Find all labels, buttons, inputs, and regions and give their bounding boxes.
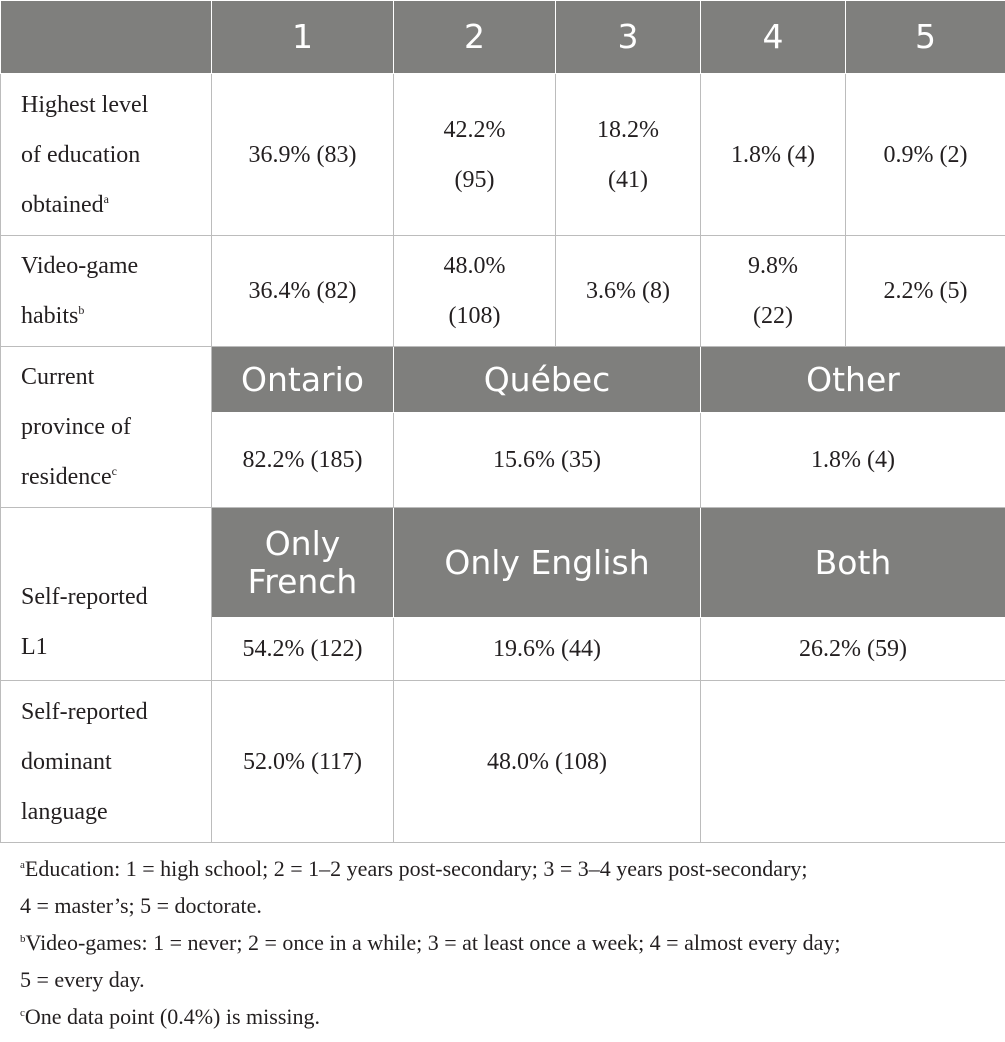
cell-videogame-2: 48.0% (108) xyxy=(394,236,556,347)
label-line: Self-reported xyxy=(21,584,148,610)
table-row-videogame xyxy=(1,236,1005,347)
province-header-ontario: Ontario xyxy=(212,347,394,413)
header-col-4: 4 xyxy=(701,1,846,74)
label-line: L1 xyxy=(21,634,48,660)
header-col-2: 2 xyxy=(394,1,556,74)
l1-header-only-english: Only English xyxy=(394,508,701,618)
row-label-l1 xyxy=(1,508,212,681)
row-label-education xyxy=(1,74,212,236)
label-line: obtained xyxy=(21,191,104,218)
cell-education-2: 42.2% (95) xyxy=(394,74,556,236)
header-blank-cell xyxy=(1,1,212,74)
label-line: province of xyxy=(21,414,131,440)
cell-province-quebec: 15.6% (35) xyxy=(394,413,701,508)
row-label-videogame xyxy=(1,236,212,347)
province-header-other: Other xyxy=(701,347,1005,413)
footnote-mark: b xyxy=(78,303,85,317)
header-col-5: 5 xyxy=(846,1,1005,74)
cell-education-1: 36.9% (83) xyxy=(212,74,394,236)
table-row-dominant xyxy=(1,681,1005,843)
footnote-mark: a xyxy=(103,191,109,206)
label-line: Video-game xyxy=(21,253,139,279)
footnotes xyxy=(20,850,995,1035)
header-col-3: 3 xyxy=(556,1,701,74)
row-label-dominant xyxy=(1,681,212,843)
label-line: language xyxy=(21,798,108,825)
label-line: Highest level xyxy=(21,91,149,118)
province-header-quebec: Québec xyxy=(394,347,701,413)
table-row-province-header xyxy=(1,347,1005,413)
cell-education-4: 1.8% (4) xyxy=(701,74,846,236)
cell-videogame-4: 9.8% (22) xyxy=(701,236,846,347)
l1-header-only-french: Only French xyxy=(212,508,394,618)
table-row-education xyxy=(1,74,1005,236)
cell-education-5: 0.9% (2) xyxy=(846,74,1005,236)
footnote-a: $^a$Education: 1 = high school; 2 = 1–2 years post-secondary; 3 = 3–4 years post-secondary; 4 = master’s; 5 = doctorate. xyxy=(20,856,808,918)
l1-header-both: Both xyxy=(701,508,1005,618)
cell-videogame-1: 36.4% (82) xyxy=(212,236,394,347)
cell-videogame-3: 3.6% (8) xyxy=(556,236,701,347)
cell-l1-only-english: 19.6% (44) xyxy=(394,618,701,681)
header-row xyxy=(1,1,1005,74)
footnote-mark: c xyxy=(111,464,117,478)
cell-l1-both: 26.2% (59) xyxy=(701,618,1005,681)
header-col-1: 1 xyxy=(212,1,394,74)
label-line: Current xyxy=(21,364,95,390)
row-label-province xyxy=(1,347,212,508)
cell-province-ontario: 82.2% (185) xyxy=(212,413,394,508)
label-line: of education xyxy=(21,141,141,168)
table-row-l1-header xyxy=(1,508,1005,618)
label-line: habits xyxy=(21,303,79,329)
cell-dominant-2: 48.0% (108) xyxy=(394,681,701,843)
label-line: Self-reported xyxy=(21,698,148,725)
footnote-b: $^b$Video-games: 1 = never; 2 = once in a while; 3 = at least once a week; 4 = almost every day; 5 = every day. xyxy=(20,930,841,992)
label-line: residence xyxy=(21,464,112,490)
cell-videogame-5: 2.2% (5) xyxy=(846,236,1005,347)
label-line: dominant xyxy=(21,748,112,775)
cell-l1-only-french: 54.2% (122) xyxy=(212,618,394,681)
cell-dominant-1: 52.0% (117) xyxy=(212,681,394,843)
cell-dominant-3 xyxy=(701,681,1005,843)
footnote-c: $^c$One data point (0.4%) is missing. xyxy=(20,1004,321,1029)
cell-education-3: 18.2% (41) xyxy=(556,74,701,236)
cell-province-other: 1.8% (4) xyxy=(701,413,1005,508)
